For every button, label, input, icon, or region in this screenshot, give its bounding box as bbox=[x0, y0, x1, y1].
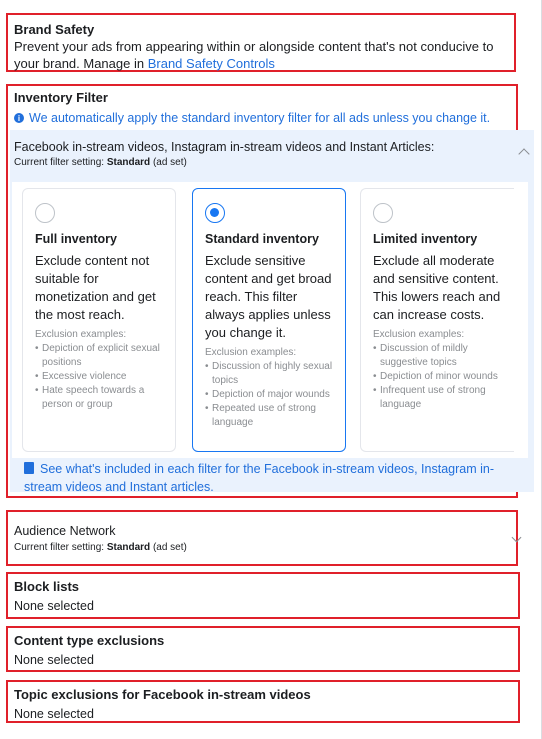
limited-inventory-radio[interactable] bbox=[373, 203, 393, 223]
block-lists-title: Block lists bbox=[14, 579, 80, 594]
standard-inventory-option[interactable] bbox=[192, 188, 346, 452]
list-item: • Repeated use of strong language bbox=[205, 402, 339, 430]
setting-value: Standard bbox=[106, 157, 151, 168]
option-content bbox=[35, 252, 169, 412]
inventory-placements-panel bbox=[10, 130, 534, 492]
topic-exclusions-title: Topic exclusions for Facebook in-stream videos bbox=[14, 687, 311, 702]
chevron-down-icon[interactable] bbox=[512, 533, 522, 543]
setting-suffix: (ad set) bbox=[152, 542, 187, 553]
option-title: Standard inventory bbox=[205, 232, 319, 246]
inventory-placements-label: Facebook in-stream videos, Instagram in-stream videos and Instant Articles: bbox=[14, 140, 435, 154]
brand-safety-description bbox=[14, 38, 510, 72]
list-item: • Depiction of minor wounds bbox=[373, 370, 507, 384]
chevron-up-icon[interactable] bbox=[518, 148, 529, 159]
block-lists-section[interactable] bbox=[6, 572, 520, 619]
exclusion-examples-list bbox=[373, 342, 507, 412]
full-inventory-radio[interactable] bbox=[35, 203, 55, 223]
brand-safety-section bbox=[6, 13, 516, 72]
content-type-value: None selected bbox=[14, 653, 94, 667]
document-search-icon bbox=[24, 462, 34, 474]
info-icon: i bbox=[14, 113, 24, 123]
exclusion-examples-label: Exclusion examples: bbox=[205, 347, 297, 358]
audience-network-section[interactable] bbox=[6, 510, 518, 566]
option-content bbox=[373, 252, 507, 412]
setting-value: Standard bbox=[106, 542, 151, 553]
list-item: • Excessive violence bbox=[35, 370, 169, 384]
option-description: Exclude content not suitable for monetization and get the most reach. bbox=[35, 253, 156, 322]
audience-network-label: Audience Network bbox=[14, 524, 116, 538]
topic-exclusions-section[interactable] bbox=[6, 680, 520, 723]
list-item: • Discussion of highly sexual topics bbox=[205, 360, 339, 388]
see-filter-details-link[interactable]: See what's included in each filter for the Facebook in-stream videos, Instagram in-stream videos and Instant articles. bbox=[24, 462, 494, 494]
limited-inventory-option[interactable] bbox=[360, 188, 514, 452]
inventory-options bbox=[12, 182, 528, 458]
setting-prefix: Current filter setting: bbox=[14, 542, 105, 553]
see-filter-details bbox=[24, 460, 512, 496]
option-description: Exclude sensitive content and get broad reach. This filter always applies unless you change it. bbox=[205, 253, 332, 340]
exclusion-examples-label: Exclusion examples: bbox=[35, 329, 127, 340]
exclusion-examples-list bbox=[205, 360, 339, 430]
exclusion-examples-list bbox=[35, 342, 169, 412]
setting-prefix: Current filter setting: bbox=[14, 157, 105, 168]
topic-exclusions-value: None selected bbox=[14, 707, 94, 721]
option-content bbox=[205, 252, 339, 430]
list-item: • Depiction of major wounds bbox=[205, 388, 339, 402]
inventory-filter-title: Inventory Filter bbox=[14, 90, 108, 105]
option-description: Exclude all moderate and sensitive content. This lowers reach and can increase costs. bbox=[373, 253, 501, 322]
list-item: • Depiction of explicit sexual positions bbox=[35, 342, 169, 370]
option-title: Full inventory bbox=[35, 232, 117, 246]
inventory-filter-section bbox=[6, 84, 518, 498]
setting-suffix: (ad set) bbox=[152, 157, 187, 168]
brand-safety-desc-text: Prevent your ads from appearing within or alongside content that's not conducive to your brand. Manage in bbox=[14, 39, 494, 71]
list-item: • Hate speech towards a person or group bbox=[35, 384, 169, 412]
brand-safety-controls-link[interactable]: Brand Safety Controls bbox=[147, 56, 275, 71]
audience-network-setting bbox=[14, 542, 187, 553]
content-type-exclusions-section[interactable] bbox=[6, 626, 520, 672]
full-inventory-option[interactable] bbox=[22, 188, 176, 452]
exclusion-examples-label: Exclusion examples: bbox=[373, 329, 465, 340]
content-type-title: Content type exclusions bbox=[14, 633, 165, 648]
list-item: • Infrequent use of strong language bbox=[373, 384, 507, 412]
block-lists-value: None selected bbox=[14, 599, 94, 613]
inventory-info-row bbox=[14, 111, 490, 125]
list-item: • Discussion of mildly suggestive topics bbox=[373, 342, 507, 370]
option-title: Limited inventory bbox=[373, 232, 478, 246]
standard-inventory-radio[interactable] bbox=[205, 203, 225, 223]
brand-safety-title: Brand Safety bbox=[14, 22, 95, 37]
inventory-current-setting bbox=[14, 157, 187, 168]
inventory-info-text: We automatically apply the standard inventory filter for all ads unless you change it. bbox=[29, 111, 491, 125]
